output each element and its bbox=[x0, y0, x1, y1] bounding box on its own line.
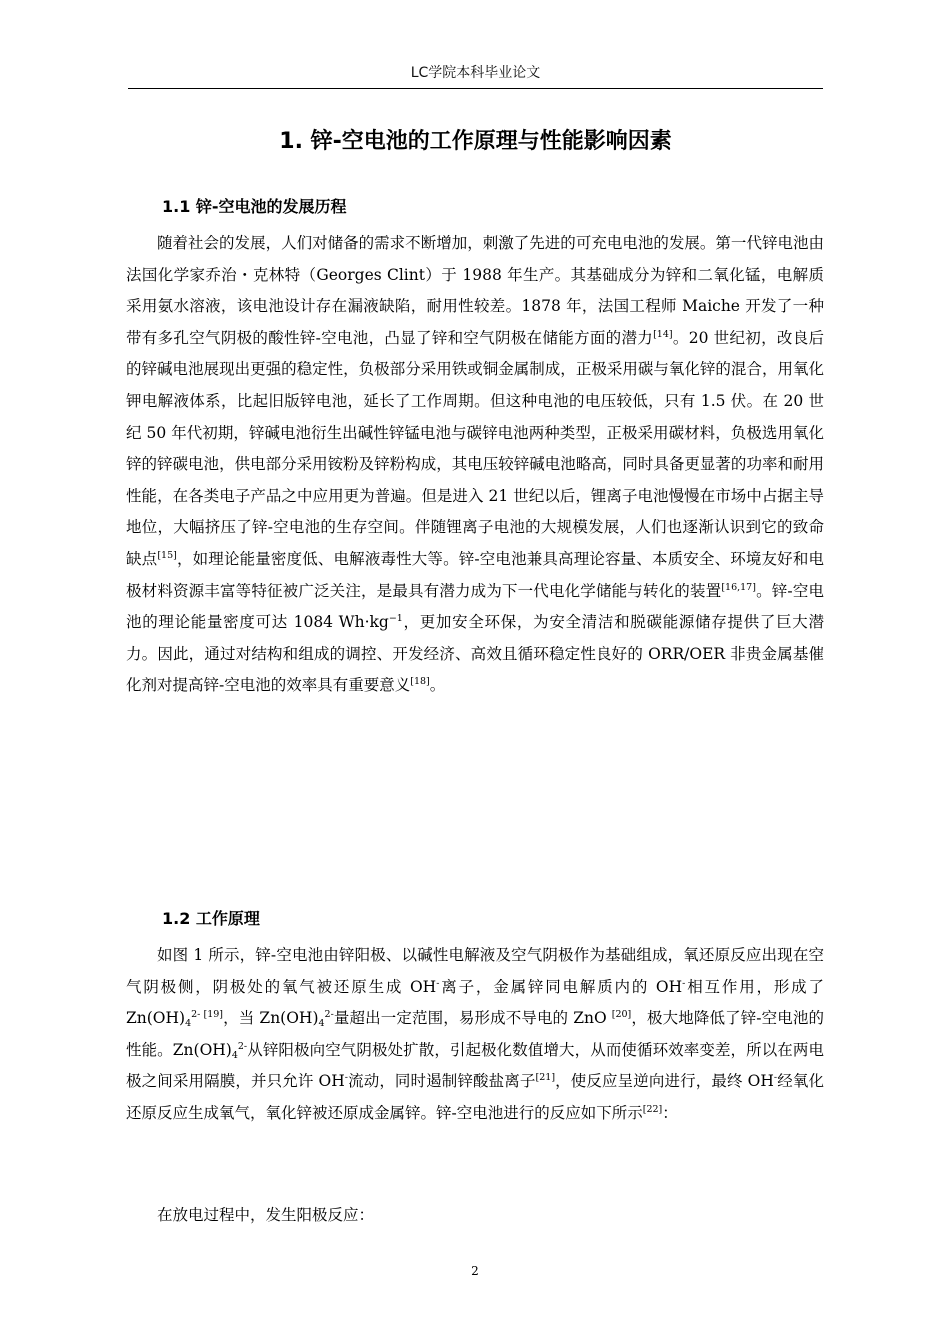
citation: [18] bbox=[410, 676, 430, 688]
citation: [14] bbox=[653, 328, 673, 340]
header-rule bbox=[128, 88, 823, 89]
citation: [15] bbox=[157, 549, 177, 561]
paragraph-development-history: 随着社会的发展，人们对储备的需求不断增加，刺激了先进的可充电电池的发展。第一代锌电池由法国化学家乔治・克林特（Georges Clint）于 1988 年生产。其基础成分为锌和二氧化锰，电解质采用氨水溶液，该电池设计存在漏液缺陷，耐用性较差。1878 年，法国工程师 Maiche 开发了一种带有多孔空气阴极的酸性锌-空电池，凸显了锌和空气阴极在储能方面的潜力[14]。20 世纪初，改良后的锌碱电池展现出更强的稳定性，负极部分采用铁或铜金属制成，正极采用碳与氧化锌的混合，用氧化钾电解液体系，比起旧版锌电池，延长了工作周期。但这种电池的电压较低，只有 1.5 伏。在 20 世纪 50 年代初期，锌碱电池衍生出碱性锌锰电池与碳锌电池两种类型，正极采用碳材料，负极选用氧化锌的锌碳电池，供电部分采用铵粉及锌粉构成，其电压较锌碱电池略高，同时具备更显著的功率和耐用性能，在各类电子产品之中应用更为普遍。但是进入 21 世纪以后，锂离子电池慢慢在市场中占据主导地位，大幅挤压了锌-空电池的生存空间。伴随锂离子电池的大规模发展，人们也逐渐认识到它的致命缺点[15]，如理论能量密度低、电解液毒性大等。锌-空电池兼具高理论容量、本质安全、环境友好和电极材料资源丰富等特征被广泛关注，是最具有潜力成为下一代电化学储能与转化的装置[16,17]。锌-空电池的理论能量密度可达 1084 $Wh\cdot kg^{-1}$，更加安全环保，为安全清洁和脱碳能源储存提供了巨大潜力。因此，通过对结构和组成的调控、开发经济、高效且循环稳定性良好的 ORR/OER 非贵金属基催化剂对提高锌-空电池的效率具有重要意义[18]。 bbox=[126, 234, 824, 695]
chapter-title: 1. 锌-空电池的工作原理与性能影响因素 bbox=[279, 129, 672, 154]
paragraph-working-principle: 如图 1 所示，锌-空电池由锌阳极、以碱性电解液及空气阴极作为基础组成，氧还原反应出现在空气阴极侧，阴极处的氧气被还原生成 OH-离子，金属锌同电解质内的 OH-相互作用，形成了 $Zn(OH)_4^{2- [19]}$，当 $Zn(OH)_4^{2-}$量超出一定范围，易形成不导电的 ZnO [20]，极大地降低了锌-空电池的性能。$Zn(OH)_4^{2-}$从锌阳极向空气阴极处扩散，引起极化数值增大，从而使循环效率变差，所以在两电极之间采用隔膜，并只允许 OH-流动，同时遏制锌酸盐离子[21]，使反应呈逆向进行，最终 OH-经氧化还原反应生成氧气，氧化锌被还原成金属锌。锌-空电池进行的反应如下所示[22]： bbox=[126, 946, 825, 1122]
unit-exponent: −1 bbox=[388, 613, 403, 625]
citation: [16,17] bbox=[721, 581, 756, 593]
citation: 2- [19] bbox=[191, 1009, 224, 1021]
page-number: 2 bbox=[471, 1264, 479, 1278]
citation: [20] bbox=[611, 1009, 632, 1021]
section-title-1-2: 1.2 工作原理 bbox=[162, 909, 260, 928]
running-header: LC学院本科毕业论文 bbox=[410, 65, 541, 81]
citation: [21] bbox=[535, 1072, 556, 1084]
paragraph-discharge: 在放电过程中，发生阳极反应： bbox=[157, 1206, 375, 1224]
citation: [22] bbox=[642, 1103, 663, 1115]
section-title-1-1: 1.1 锌-空电池的发展历程 bbox=[162, 197, 347, 216]
